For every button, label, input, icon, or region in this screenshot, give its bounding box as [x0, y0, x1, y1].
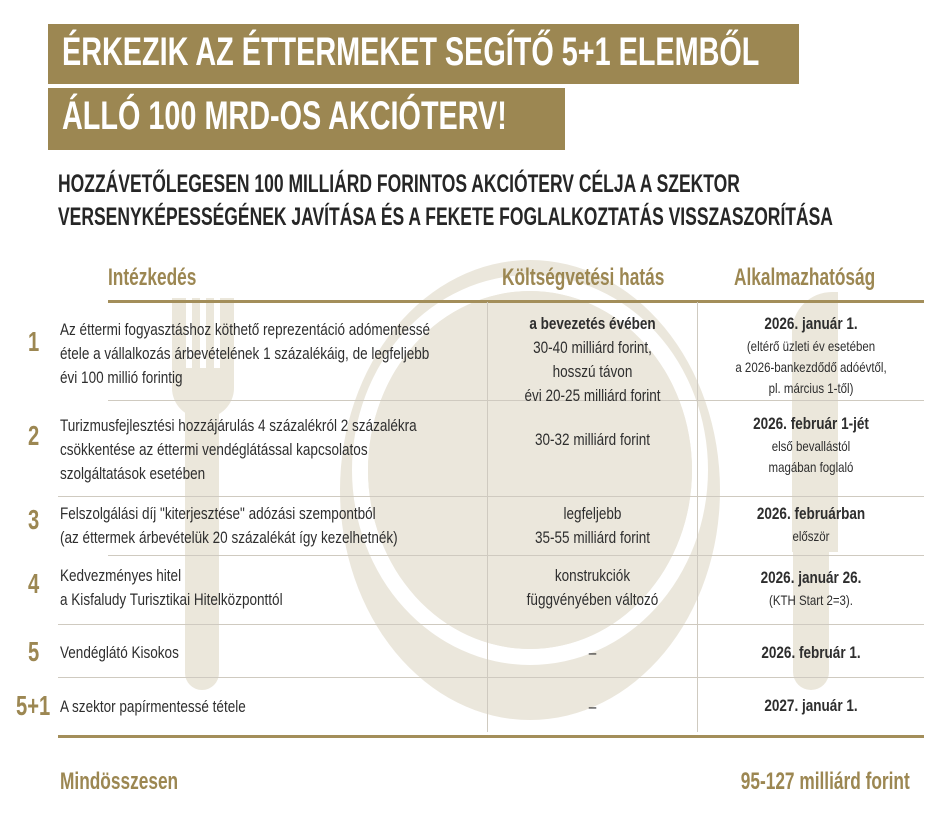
row-divider	[58, 496, 924, 497]
header-divider	[108, 300, 924, 303]
applicability-cell: 2026. január 1. (eltérő üzleti év esetében a 2026-bankezdődő adóévtől, pl. március 1-től)	[735, 315, 887, 396]
row-number: 3	[28, 504, 40, 535]
row-divider	[108, 555, 924, 556]
column-header-measure: Intézkedés	[108, 264, 197, 291]
title-banner-line2: ÁLLÓ 100 MRD-OS AKCIÓTERV!	[48, 88, 565, 150]
table-bottom-divider	[58, 735, 924, 738]
budget-cell: legfeljebb 35-55 milliárd forint	[534, 505, 651, 547]
row-number: 5	[28, 636, 40, 667]
subtitle-line1: HOZZÁVETŐLEGESEN 100 MILLIÁRD FORINTOS AKCIÓTERV CÉLJA A SZEKTOR	[58, 170, 740, 198]
title-banner-line1: ÉRKEZIK AZ ÉTTERMEKET SEGÍTŐ 5+1 ELEMBŐL	[48, 24, 799, 84]
row-number: 2	[28, 420, 40, 451]
total-label: Mindösszesen	[60, 768, 179, 795]
column-header-budget: Költségvetési hatás	[502, 264, 665, 291]
row-number: 4	[28, 568, 40, 599]
budget-cell: konstrukciók függvényében változó	[526, 567, 659, 609]
applicability-cell: 2026. január 26. (KTH Start 2=3).	[760, 569, 862, 608]
applicability-cell: 2026. február 1.	[761, 644, 861, 662]
measure-cell: Turizmusfejlesztési hozzájárulás 4 százalékról 2 százalékra csökkentése az éttermi vendéglátással kapcsolatos szolgáltatások esetében	[60, 417, 417, 483]
budget-cell: –	[588, 644, 597, 662]
row-number: 5+1	[16, 690, 51, 721]
column-header-applicability: Alkalmazhatóság	[734, 264, 876, 291]
budget-cell: 30-32 milliárd forint	[534, 431, 651, 449]
applicability-cell: 2027. január 1.	[764, 697, 858, 715]
measure-cell: A szektor papírmentessé tétele	[60, 698, 246, 716]
row-divider	[58, 624, 924, 625]
applicability-cell: 2026. február 1-jét első bevallástól magában foglaló	[753, 415, 869, 475]
total-value: 95-127 milliárd forint	[740, 768, 910, 795]
row-divider	[58, 677, 924, 678]
applicability-cell: 2026. februárban először	[756, 505, 866, 544]
measure-cell: Vendéglátó Kisokos	[60, 644, 179, 662]
knife-handle-decoration	[793, 540, 829, 690]
measure-cell: Felszolgálási díj "kiterjesztése" adózási szempontból (az éttermek árbevételük 20 százalékát így kezelhetnék)	[60, 505, 398, 547]
row-number: 1	[28, 326, 40, 357]
budget-cell: a bevezetés évében 30-40 milliárd forint, hosszú távon évi 20-25 milliárd forint	[524, 315, 661, 405]
subtitle-line2: VERSENYKÉPESSÉGÉNEK JAVÍTÁSA ÉS A FEKETE FOGLALKOZTATÁS VISSZASZORÍTÁSA	[58, 203, 833, 231]
budget-cell: –	[588, 698, 597, 716]
measure-cell: Kedvezményes hitel a Kisfaludy Turisztikai Hitelközponttól	[60, 567, 283, 609]
measure-cell: Az éttermi fogyasztáshoz köthető reprezentáció adómentessé étele a vállalkozás árbevételének 1 százalékáig, de legfeljebb évi 100 millió forintig	[60, 321, 431, 387]
